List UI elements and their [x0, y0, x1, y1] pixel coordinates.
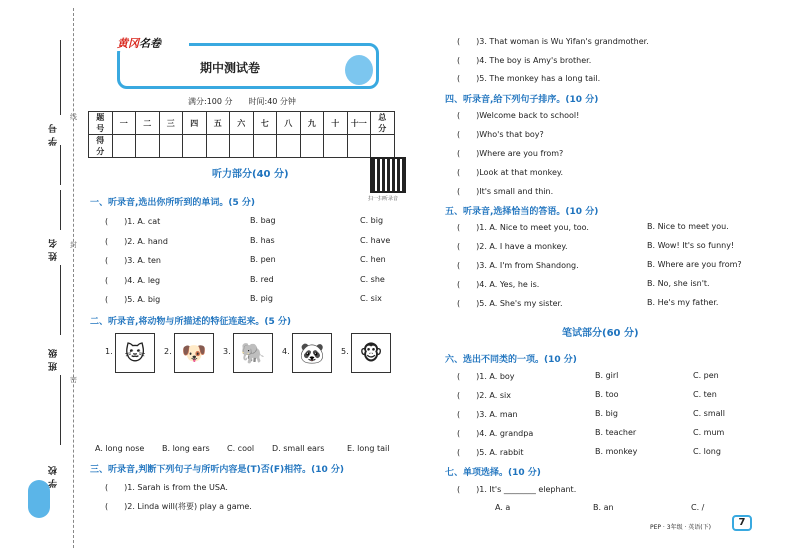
student-number-field-2[interactable]: [60, 145, 61, 185]
score-header-cell: 六: [230, 112, 254, 135]
cut-mark-line: 线: [70, 113, 77, 121]
rabbit-mascot-icon: [345, 55, 373, 85]
response-option: ( )2. A. I have a monkey.: [457, 242, 568, 251]
score-table: [88, 111, 395, 158]
cat-icon: 🐱: [124, 341, 146, 365]
score-header-cell: 五: [206, 112, 230, 135]
score-cell[interactable]: [253, 135, 277, 158]
response-option: ( )5. A. She's my sister.: [457, 299, 563, 308]
tf-item: ( )4. The boy is Amy's brother.: [457, 55, 592, 65]
option-text: B. girl: [595, 371, 619, 380]
score-cell[interactable]: [136, 135, 160, 158]
tf-item: ( )1. Sarah is from the USA.: [105, 483, 228, 492]
q7-question-1: ( )1. It's ________ elephant.: [457, 485, 577, 494]
q4-title: 四、听录音,给下列句子排序。(10 分): [445, 95, 599, 105]
score-header-cell: 二: [136, 112, 160, 135]
feature-option: C. cool: [227, 444, 255, 453]
score-header-cell: 一: [112, 112, 136, 135]
score-cell[interactable]: [183, 135, 207, 158]
school-label: 学校: [49, 462, 59, 488]
pic-frame: [351, 333, 391, 373]
pic-frame: [174, 333, 214, 373]
picture-number: 5.: [341, 347, 349, 356]
response-option: ( )4. A. Yes, he is.: [457, 280, 540, 289]
option-text: C. she: [360, 274, 385, 284]
response-option: B. Nice to meet you.: [647, 222, 729, 231]
footer-info: PEP · 3年级 · 英语(下): [650, 524, 711, 531]
written-part-title: 笔试部分(60 分): [562, 328, 639, 339]
qr-caption: 扫一扫听录音: [368, 196, 399, 202]
tf-item: ( )5. The monkey has a long tail.: [457, 74, 601, 83]
response-option: ( )3. A. I'm from Shandong.: [457, 261, 579, 270]
name-label: 姓名: [49, 235, 59, 261]
choice-option: B. an: [593, 503, 614, 512]
score-cell[interactable]: [159, 135, 183, 158]
page-title: 期中测试卷: [200, 61, 261, 75]
elephant-icon: 🐘: [240, 341, 266, 365]
score-header-cell: 四: [183, 112, 207, 135]
q5-title: 五、听录音,选择恰当的答语。(10 分): [445, 207, 599, 217]
order-item: ( )It's small and thin.: [457, 187, 554, 196]
score-cell[interactable]: [230, 135, 254, 158]
q3-title: 三、听录音,判断下列句子与所听内容是(T)否(F)相符。(10 分): [90, 465, 345, 475]
option-text: ( )4. A. leg: [105, 275, 161, 285]
option-text: C. hen: [360, 255, 386, 264]
picture-number: 4.: [282, 347, 290, 356]
option-text: B. big: [595, 409, 618, 418]
panda-icon: 🐼: [299, 341, 325, 365]
score-header-cell: 十: [324, 112, 348, 135]
option-text: C. six: [360, 294, 382, 303]
score-cell[interactable]: [277, 135, 301, 158]
pic-frame: [233, 333, 273, 373]
cut-mark-secret: 密: [70, 376, 77, 384]
order-item: ( )Who's that boy?: [457, 130, 544, 139]
picture-number: 3.: [223, 347, 231, 356]
name-field-2[interactable]: [60, 265, 61, 335]
pencil-mascot-icon: [28, 480, 50, 518]
cut-line: [73, 8, 74, 548]
option-text: ( )1. A. cat: [105, 217, 161, 226]
picture-number: 2.: [164, 347, 172, 356]
tf-item: ( )2. Linda will(将要) play a game.: [105, 502, 252, 511]
option-text: B. red: [250, 274, 274, 284]
score-header-cell: 七: [253, 112, 277, 135]
response-option: B. Wow! It's so funny!: [647, 241, 735, 250]
binding-margin: [0, 0, 80, 554]
exam-meta: 满分:100 分 时间:40 分钟: [188, 97, 296, 106]
student-number-field[interactable]: [60, 40, 61, 115]
choice-option: C. /: [691, 503, 705, 512]
option-text: B. pen: [250, 255, 276, 264]
option-text: ( )4. A. grandpa: [457, 429, 534, 438]
response-option: ( )1. A. Nice to meet you, too.: [457, 223, 589, 232]
q6-title: 六、选出不同类的一项。(10 分): [445, 355, 577, 365]
order-item: ( )Look at that monkey.: [457, 168, 564, 177]
feature-option: B. long ears: [162, 444, 210, 453]
feature-option: E. long tail: [347, 444, 390, 453]
option-text: C. have: [360, 235, 391, 245]
option-text: ( )2. A. hand: [105, 236, 168, 246]
option-text: C. ten: [693, 390, 717, 399]
option-text: ( )5. A. big: [105, 295, 161, 304]
score-cell[interactable]: [206, 135, 230, 158]
q1-title: 一、听录音,选出你所听到的单词。(5 分): [90, 198, 256, 208]
response-option: B. No, she isn't.: [647, 279, 710, 288]
score-header-cell: 九: [300, 112, 324, 135]
order-item: ( )Where are you from?: [457, 149, 564, 158]
score-cell[interactable]: [300, 135, 324, 158]
feature-option: D. small ears: [272, 444, 325, 453]
option-text: B. teacher: [595, 428, 637, 437]
option-text: C. big: [360, 216, 384, 225]
score-header-cell: 三: [159, 112, 183, 135]
option-text: ( )5. A. rabbit: [457, 448, 524, 457]
pic-frame: [292, 333, 332, 373]
option-text: C. pen: [693, 371, 719, 380]
dog-icon: 🐶: [181, 341, 207, 365]
option-text: ( )2. A. six: [457, 391, 511, 400]
cut-mark-seal: 封: [70, 241, 77, 249]
order-item: ( )Welcome back to school!: [457, 111, 580, 120]
tf-item: ( )3. That woman is Wu Yifan's grandmother.: [457, 37, 649, 46]
option-text: ( )3. A. ten: [105, 256, 161, 265]
score-header-cell: 十一: [347, 112, 371, 135]
score-header-cell: 题 号: [89, 112, 113, 135]
score-cell[interactable]: [371, 135, 395, 158]
q7-title: 七、单项选择。(10 分): [445, 468, 541, 478]
option-text: B. pig: [250, 294, 273, 303]
score-cell[interactable]: [324, 135, 348, 158]
student-number-label: 学号: [49, 120, 59, 146]
picture-number: 1.: [105, 347, 113, 356]
feature-option: A. long nose: [95, 444, 145, 453]
option-text: B. monkey: [595, 447, 638, 456]
listening-part-title: 听力部分(40 分): [212, 169, 289, 180]
q2-title: 二、听录音,将动物与所描述的特征连起来。(5 分): [90, 317, 292, 327]
choice-option: A. a: [495, 503, 511, 512]
score-header-cell: 八: [277, 112, 301, 135]
score-header-cell: 总 分: [371, 112, 395, 135]
option-text: B. bag: [250, 216, 276, 225]
page-number: 7: [732, 515, 752, 531]
score-row-label: 得 分: [89, 135, 113, 158]
qr-code[interactable]: [370, 157, 406, 193]
option-text: B. too: [595, 390, 619, 399]
name-field[interactable]: [60, 190, 61, 230]
response-option: B. He's my father.: [647, 298, 719, 307]
response-option: B. Where are you from?: [647, 260, 742, 269]
class-field[interactable]: [60, 375, 61, 445]
brand-logo: 黄冈名卷: [117, 35, 189, 51]
score-cell[interactable]: [347, 135, 371, 158]
monkey-icon: 🐵: [359, 341, 383, 365]
score-cell[interactable]: [112, 135, 136, 158]
option-text: C. long: [693, 447, 721, 456]
pic-frame: [115, 333, 155, 373]
option-text: ( )3. A. man: [457, 410, 518, 419]
class-label: 班级: [49, 345, 59, 371]
option-text: B. has: [250, 235, 275, 245]
option-text: C. mum: [693, 428, 725, 437]
option-text: ( )1. A. boy: [457, 372, 515, 381]
option-text: C. small: [693, 409, 725, 418]
